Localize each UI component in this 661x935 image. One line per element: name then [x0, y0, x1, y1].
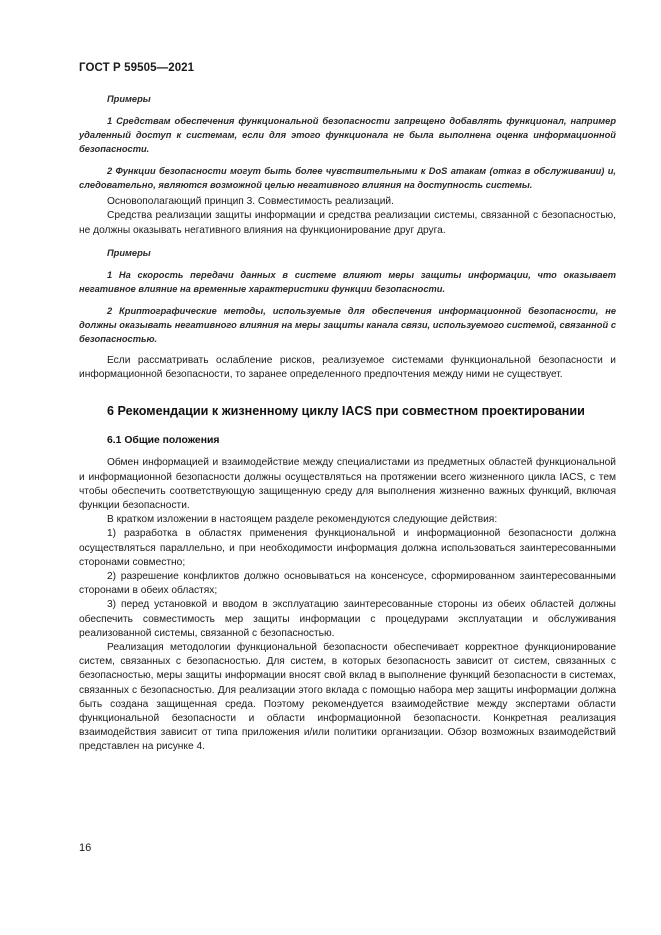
principle-3-title: Основополагающий принцип 3. Совместимость реализаций. [107, 196, 394, 208]
example-2-1: 1 На скорость передачи данных в системе влияют меры защиты информации, что оказывает негативное влияние на временные характеристики функции безопасности. [79, 270, 616, 295]
principle-3-text: Средства реализации защиты информации и средства реализации системы, связанной с безопасностью, не должны оказывать негативного влияния на функционирование друг друга. [79, 210, 616, 236]
section-6-heading: 6 Рекомендации к жизненному циклу IACS при совместном проектировании [107, 404, 585, 419]
list-item-3: 3) перед установкой и вводом в эксплуатацию заинтересованные стороны из обеих областей должны обеспечить совместимость мер защиты информации с процедурами эксплуатации и обслуживания реализованной системы, связанной с безопасностью. [79, 599, 616, 639]
section-6-paragraph-3: Реализация методологии функциональной безопасности обеспечивает корректное функционирование систем, связанных с безопасностью. Для систем, в которых безопасность зависит от систем, связанных с безопасностью, меры защиты информации вносят свой вклад в выполнение функций безопасности в системах, связанных с безопасностью. Для реализации этого вклада с помощью набора мер защиты информации должна быть создана защищенная среда. Поэтому рекомендуется взаимодействие между экспертами области функциональной безопасности и области информационной безопасности. Конкретная реализация взаимодействия зависит от типа приложения и/или политики организации. Обзор возможных взаимодействий представлен на рисунке 4. [79, 642, 616, 753]
examples-title-1: Примеры [107, 94, 151, 104]
list-item-1: 1) разработка в областях применения функциональной и информационной безопасности должна осуществляться параллельно, и при необходимости информация должна использоваться заинтересованными сторонами совместно; [79, 528, 616, 568]
page-number: 16 [79, 842, 92, 854]
summary-paragraph: Если рассматривать ослабление рисков, реализуемое системами функциональной безопасности и информационной безопасности, то заранее определенного предпочтения между ними не существует. [79, 355, 616, 381]
example-1-2: 2 Функции безопасности могут быть более чувствительными к DoS атакам (отказ в обслуживании) и, следовательно, являются возможной целью негативного влияния на доступность системы. [79, 166, 616, 191]
examples-title-2: Примеры [107, 247, 151, 258]
example-2-2: 2 Криптографические методы, используемые для обеспечения информационной безопасности, не должны оказывать негативного влияния на меры защиты канала связи, используемого системой, связанной с безопасностью. [79, 306, 616, 345]
list-item-2: 2) разрешение конфликтов должно основываться на консенсусе, сформированном заинтересованными сторонами в обеих областях; [79, 571, 616, 597]
page-body [79, 92, 616, 755]
section-6-paragraph-1: Обмен информацией и взаимодействие между специалистами из предметных областей функциональной и информационной безопасности должны осуществляться на протяжении всего жизненного цикла IACS, с тем чтобы обеспечить соответствующую защищенную среду для выполнения жизненно важных функций, включая функции безопасности. [79, 457, 616, 512]
section-6-paragraph-2: В кратком изложении в настоящем разделе рекомендуются следующие действия: [107, 514, 498, 526]
standard-code-header: ГОСТ Р 59505—2021 [79, 62, 195, 74]
example-1-1: 1 Средствам обеспечения функциональной безопасности запрещено добавлять функционал, например удаленный доступ к системам, если для этого функционала не была выполнена оценка информационной безопасности. [79, 116, 616, 155]
subsection-6-1-heading: 6.1 Общие положения [107, 435, 220, 447]
